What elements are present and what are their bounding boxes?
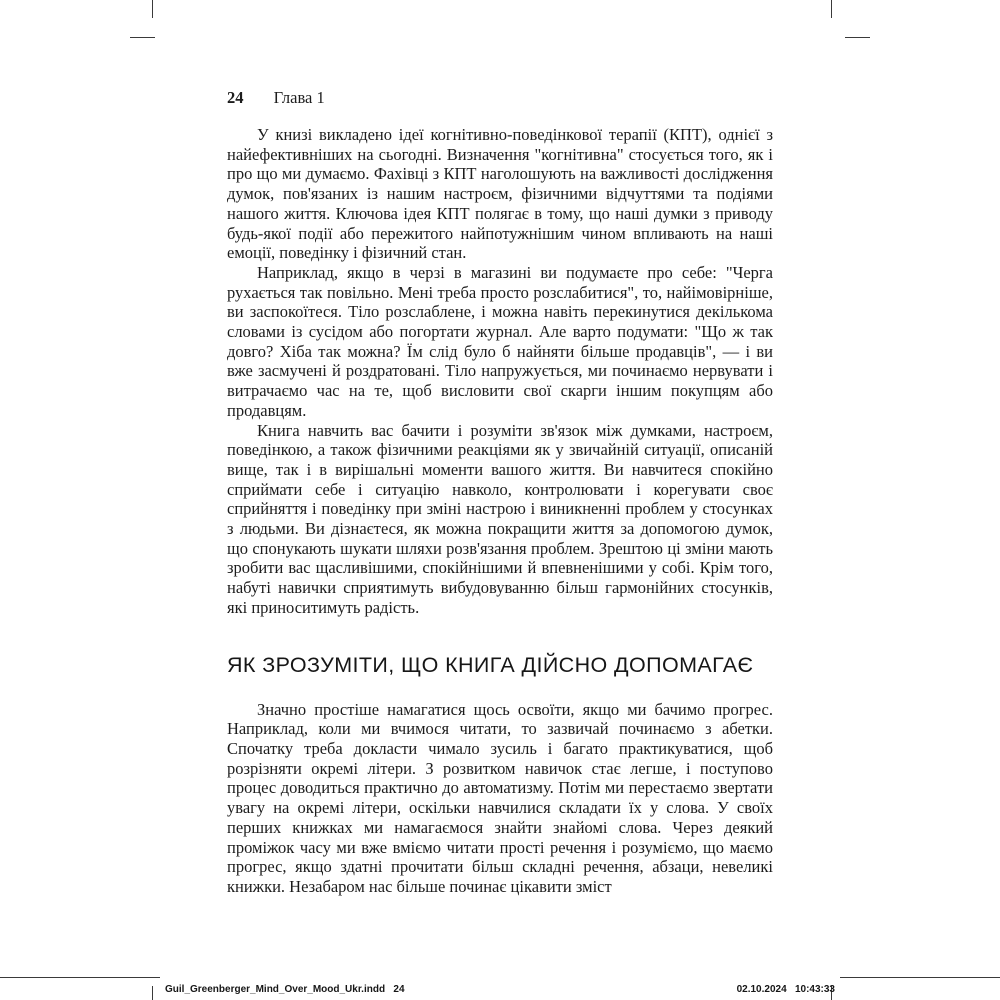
imprint-file-name: Guil_Greenberger_Mind_Over_Mood_Ukr.indd 24 [165, 984, 405, 995]
crop-mark-bottom-left-horizontal [0, 977, 160, 978]
chapter-title: Глава 1 [273, 88, 325, 107]
crop-mark-bottom-right-horizontal [840, 977, 1000, 978]
body-paragraph: У книзі викладено ідеї когнітивно-поведінкової терапії (КПТ), однієї з найефективніших на сьогодні. Визначення "когнітивна" стосується того, як і про що ми думаємо. Фахівці з КПТ наголошують на важливості дослідження думок, пов'язаних із нашим настроєм, фізичними відчуттями та подіями нашого життя. Ключова ідея КПТ полягає в тому, що наші думки з приводу будь-якої події або пережитого найпотужнішим чином впливають на наші емоції, поведінку і фізичний стан. [227, 125, 773, 263]
crop-mark-top-left-horizontal [130, 37, 155, 38]
section-heading: ЯК ЗРОЗУМІТИ, ЩО КНИГА ДІЙСНО ДОПОМАГАЄ [227, 652, 754, 677]
crop-mark-bottom-left-vertical [152, 986, 153, 1000]
crop-mark-top-right-vertical [831, 0, 832, 18]
crop-mark-top-right-horizontal [845, 37, 870, 38]
page-number: 24 [227, 88, 244, 107]
text-block [227, 88, 773, 897]
imprint-timestamp: 02.10.2024 10:43:33 [736, 984, 835, 995]
body-paragraph: Наприклад, якщо в черзі в магазині ви подумаєте про себе: "Черга рухається так повільно. Мені треба просто розслабитися", то, найімовірніше, ви заспокоїтеся. Тіло розслаблене, і можна навіть перекинутися декількома словами із сусідом або погортати журнал. Але варто подумати: "Що ж так довго? Хіба так можна? Їм слід було б найняти більше продавців", — і ви вже засмучені й роздратовані. Тіло напружується, ми починаємо нервувати і витрачаємо час на те, щоб висловити свої скарги іншим покупцям або продавцям. [227, 262, 773, 420]
crop-mark-top-left-vertical [152, 0, 153, 18]
body-paragraph: Книга навчить вас бачити і розуміти зв'язок між думками, настроєм, поведінкою, а також фізичними реакціями як у звичайній ситуації, описаній вище, так і в вирішальні моменти вашого життя. Ви навчитеся спокійно сприймати себе і ситуацію навколо, контролювати і корегувати своє сприйняття і поведінку при зміні настрою і виникненні проблем у стосунках з людьми. Ви дізнаєтеся, як можна покращити життя за допомогою думок, що спонукають шукати шляхи розв'язання проблем. Зрештою ці зміни мають зробити вас щасливішими, спокійнішими й впевненішими у собі. Крім того, набуті навички сприятимуть вибудовуванню більш гармонійних стосунків, які приноситимуть радість. [227, 420, 773, 617]
running-header [227, 88, 773, 108]
body-paragraph: Значно простіше намагатися щось освоїти, якщо ми бачимо прогрес. Наприклад, коли ми вчимося читати, то зазвичай починаємо з абетки. Спочатку треба докласти чимало зусиль і багато практикуватися, щоб розрізняти окремі літери. З розвитком навичок стає легше, і поступово процес доводиться практично до автоматизму. Потім ми перестаємо звертати увагу на окремі літери, оскільки навчилися складати їх у слова. У своїх перших книжках ми намагаємося знайти знайомі слова. Через деякий проміжок часу ми вже вміємо читати прості речення і розуміємо, що маємо прогрес, якщо здатні прочитати більш складні речення, абзаци, невеликі книжки. Незабаром нас більше починає цікавити зміст [227, 699, 773, 896]
